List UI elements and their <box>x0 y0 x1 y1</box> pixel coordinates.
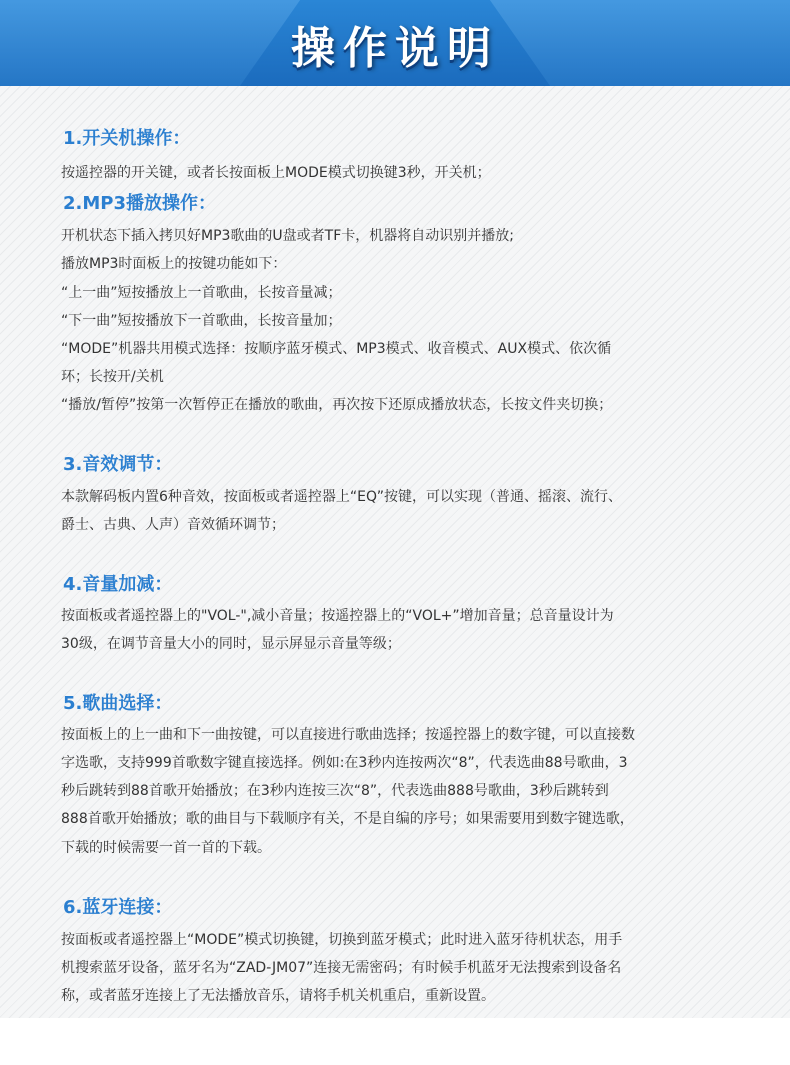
section-line: 播放MP3时面板上的按键功能如下： <box>61 256 287 272</box>
section-line: 称，或者蓝牙连接上了无法播放音乐，请将手机关机重启，重新设置。 <box>61 988 495 1004</box>
section-line: 环；长按开/关机 <box>61 369 164 385</box>
header-banner <box>0 0 790 86</box>
page-title: 操作说明 <box>291 23 499 74</box>
section-line: 下载的时候需要一首一首的下载。 <box>61 840 271 856</box>
section-line: “播放/暂停”按第一次暂停正在播放的歌曲，再次按下还原成播放状态，长按文件夹切换； <box>61 397 613 413</box>
section-line: 按面板上的上一曲和下一曲按键，可以直接进行歌曲选择；按遥控器上的数字键，可以直接数 <box>61 727 635 743</box>
section-line: 秒后跳转到88首歌开始播放；在3秒内连按三次“8”，代表选曲888号歌曲，3秒后跳转到 <box>61 783 609 799</box>
section-line: 机搜索蓝牙设备，蓝牙名为“ZAD-JM07”连接无需密码；有时候手机蓝牙无法搜索到设备名 <box>61 960 622 976</box>
section-line: 按面板或者遥控器上“MODE”模式切换键，切换到蓝牙模式；此时进入蓝牙待机状态，用手 <box>61 932 623 948</box>
section-line: 按遥控器的开关键，或者长按面板上MODE模式切换键3秒，开关机； <box>61 165 491 181</box>
section-title-mp3: 2.MP3播放操作： <box>63 193 216 214</box>
section-line: “下一曲”短按播放下一首歌曲，长按音量加； <box>61 313 342 329</box>
section-title-eq: 3.音效调节： <box>63 454 173 475</box>
section-title-song-select: 5.歌曲选择： <box>63 693 173 714</box>
section-line: “上一曲”短按播放上一首歌曲，长按音量减； <box>61 285 342 301</box>
section-line: “MODE”机器共用模式选择：按顺序蓝牙模式、MP3模式、收音模式、AUX模式、依次循 <box>61 341 612 357</box>
section-line: 字选歌，支持999首歌数字键直接选择。例如:在3秒内连按两次“8”，代表选曲88号歌曲，3 <box>61 755 628 771</box>
section-line: 开机状态下插入拷贝好MP3歌曲的U盘或者TF卡，机器将自动识别并播放; <box>61 228 514 244</box>
section-line: 30级，在调节音量大小的同时，显示屏显示音量等级； <box>61 636 401 652</box>
section-line: 本款解码板内置6种音效，按面板或者遥控器上“EQ”按键，可以实现（普通、摇滚、流行、 <box>61 489 623 505</box>
bottom-margin <box>0 1018 790 1065</box>
section-line: 按面板或者遥控器上的"VOL-",减小音量；按遥控器上的“VOL+”增加音量；总音量设计为 <box>61 608 614 624</box>
section-line: 爵士、古典、人声）音效循环调节； <box>61 517 285 533</box>
section-title-volume: 4.音量加减： <box>63 574 173 595</box>
section-title-bluetooth: 6.蓝牙连接： <box>63 897 173 918</box>
section-title-power: 1.开关机操作： <box>63 128 191 149</box>
section-line: 888首歌开始播放；歌的曲目与下载顺序有关，不是自编的序号；如果需要用到数字键选歌， <box>61 811 634 827</box>
